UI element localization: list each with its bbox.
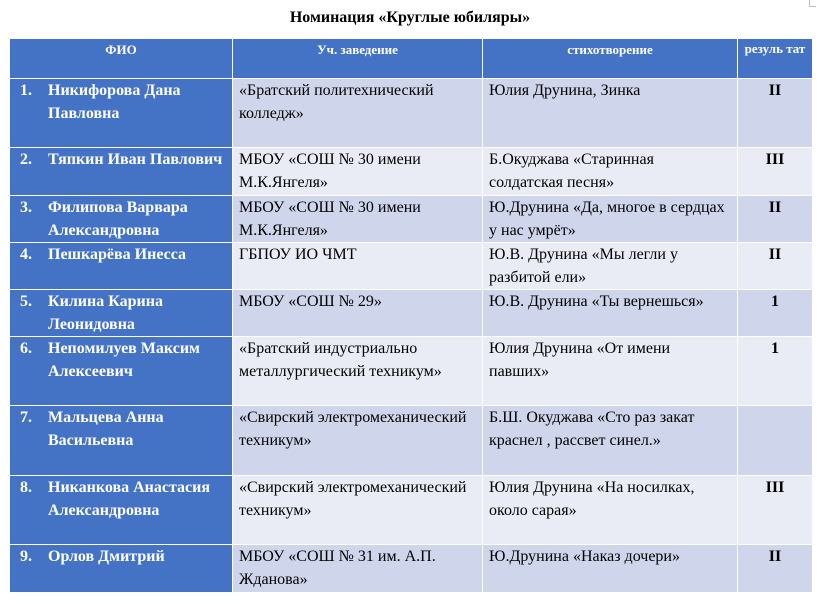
participant-name: Филипова Варвара Александровна	[48, 199, 188, 239]
poem-cell: Юлия Друнина «От имени павших»	[483, 337, 738, 406]
table-row	[10, 148, 813, 196]
participant-name: Мальцева Анна Васильевна	[48, 409, 164, 449]
header-school: Уч. заведение	[233, 39, 483, 79]
school-cell: «Свирский электромеханический техникум»	[233, 476, 483, 545]
participant-name: Тяпкин Иван Павлович	[48, 151, 223, 168]
row-number: 8.	[20, 479, 32, 496]
school-cell: МБОУ «СОШ № 30 имени М.К.Янгеля»	[233, 196, 483, 243]
participant-name: Орлов Дмитрий	[48, 548, 165, 565]
participant-cell	[10, 476, 233, 545]
participant-name: Пешкарёва Инесса	[48, 246, 187, 263]
result-cell	[738, 406, 813, 476]
table-row	[10, 196, 813, 243]
table-header-row	[10, 39, 813, 79]
poem-cell: Б.Ш. Окуджава «Сто раз закат краснел , рассвет синел.»	[483, 406, 738, 476]
participant-cell	[10, 79, 233, 148]
participant-name: Непомилуев Максим Алексеевич	[48, 340, 200, 380]
table-row	[10, 406, 813, 476]
row-number: 3.	[20, 199, 32, 216]
result-cell: III	[738, 476, 813, 545]
poem-cell: Юлия Друнина «На носилках, около сарая»	[483, 476, 738, 545]
participant-cell	[10, 243, 233, 290]
row-number: 5.	[20, 293, 32, 310]
poem-cell: Ю.В. Друнина «Ты вернешься»	[483, 290, 738, 337]
participant-name: Никанкова Анастасия Александровна	[48, 479, 211, 519]
row-number: 9.	[20, 548, 32, 565]
school-cell: ГБПОУ ИО ЧМТ	[233, 243, 483, 290]
table-row	[10, 545, 813, 593]
results-table	[9, 38, 813, 593]
result-cell: 1	[738, 290, 813, 337]
participant-name: Килина Карина Леонидовна	[48, 293, 163, 333]
header-name: ФИО	[10, 39, 233, 79]
participant-name: Никифорова Дана Павловна	[48, 82, 181, 122]
result-cell: II	[738, 545, 813, 593]
table-row	[10, 476, 813, 545]
poem-cell: Ю.Друнина «Да, многое в сердцах у нас умрёт»	[483, 196, 738, 243]
row-number: 4.	[20, 246, 32, 263]
school-cell: «Свирский электромеханический техникум»	[233, 406, 483, 476]
row-number: 7.	[20, 409, 32, 426]
page-corner-mark	[809, 0, 816, 7]
header-result: резуль тат	[738, 39, 813, 79]
participant-cell	[10, 290, 233, 337]
poem-cell: Ю.В. Друнина «Мы легли у разбитой ели»	[483, 243, 738, 290]
school-cell: МБОУ «СОШ № 29»	[233, 290, 483, 337]
page-title: Номинация «Круглые юбиляры»	[289, 9, 531, 26]
header-poem: стихотворение	[483, 39, 738, 79]
table-row	[10, 79, 813, 148]
participant-cell	[10, 406, 233, 476]
row-number: 1.	[20, 82, 32, 99]
result-cell: II	[738, 79, 813, 148]
participant-cell	[10, 196, 233, 243]
result-cell: III	[738, 148, 813, 196]
row-number: 2.	[20, 151, 32, 168]
school-cell: МБОУ «СОШ № 30 имени М.К.Янгеля»	[233, 148, 483, 196]
table-row	[10, 290, 813, 337]
school-cell: «Братский индустриально металлургический техникум»	[233, 337, 483, 406]
participant-cell	[10, 337, 233, 406]
result-cell: 1	[738, 337, 813, 406]
participant-cell	[10, 545, 233, 593]
table-row	[10, 337, 813, 406]
poem-cell: Б.Окуджава «Старинная солдатская песня»	[483, 148, 738, 196]
poem-cell: Ю.Друнина «Наказ дочери»	[483, 545, 738, 593]
poem-cell: Юлия Друнина, Зинка	[483, 79, 738, 148]
school-cell: «Братский политехнический колледж»	[233, 79, 483, 148]
participant-cell	[10, 148, 233, 196]
row-number: 6.	[20, 340, 32, 357]
result-cell: II	[738, 243, 813, 290]
table-row	[10, 243, 813, 290]
school-cell: МБОУ «СОШ № 31 им. А.П. Жданова»	[233, 545, 483, 593]
result-cell: II	[738, 196, 813, 243]
